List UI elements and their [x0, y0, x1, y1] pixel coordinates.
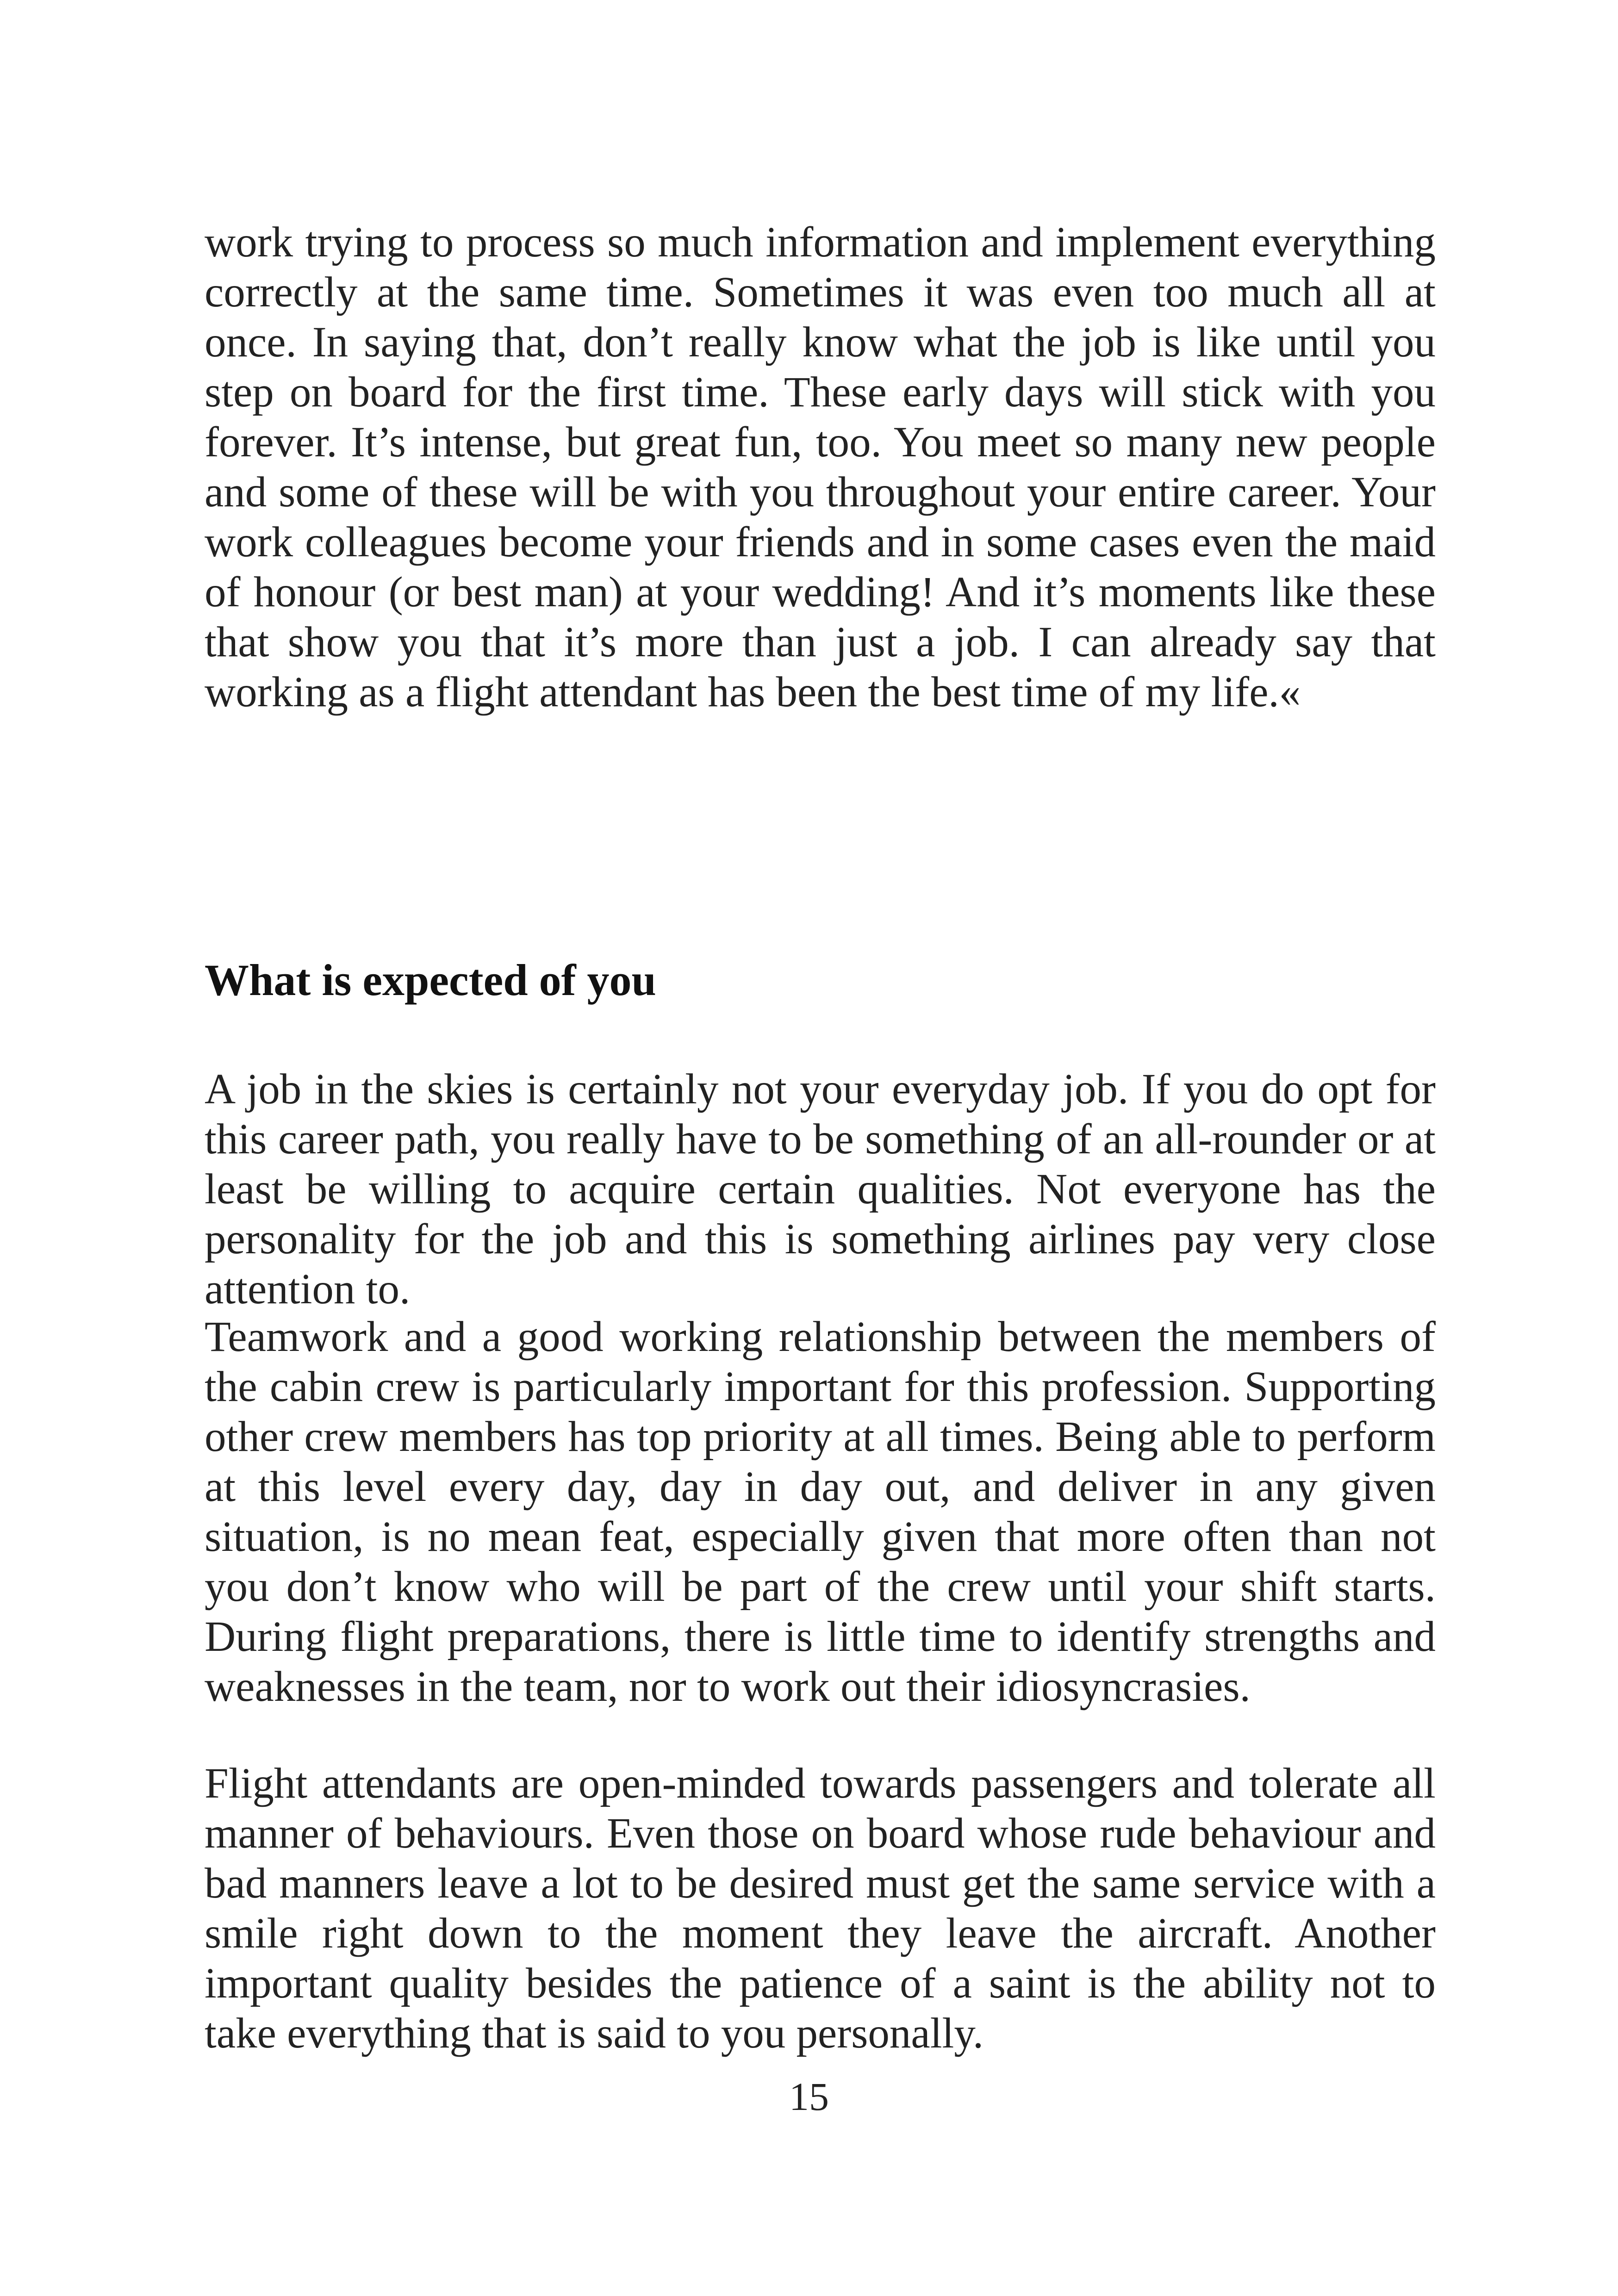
- body-paragraph-2: Teamwork and a good working relationship between the members of the cabin crew is particularly important for this profession. Supporting other crew members has top priority at all times. Being able to perform at this level every day, day in day out, and deliver in any given situation, is no mean feat, especially given that more often than not you don’t know who will be part of the crew until your shift starts. During flight preparations, there is little time to identify strengths and weaknesses in the team, nor to work out their idiosyncrasies.: [205, 1313, 1436, 1711]
- intro-paragraph: work trying to process so much information and implement everything correctly at the same time. Sometimes it was even too much all at once. In saying that, don’t really know what the job is like until you step on board for the first time. These early days will stick with you forever. It’s intense, but great fun, too. You meet so many new people and some of these will be with you throughout your entire career. Your work colleagues become your friends and in some cases even the maid of honour (or best man) at your wedding! And it’s moments like these that show you that it’s more than just a job. I can already say that working as a flight attendant has been the best time of my life.«: [205, 218, 1436, 716]
- body-paragraph-1: A job in the skies is certainly not your everyday job. If you do opt for this career path, you really have to be something of an all-rounder or at least be willing to acquire certain qualities. Not everyone has the personality for the job and this is something airlines pay very close attention to.: [205, 1065, 1436, 1313]
- page-number: 15: [789, 2074, 829, 2119]
- body-paragraph-3: Flight attendants are open-minded towards passengers and tolerate all manner of behaviours. Even those on board whose rude behaviour and bad manners leave a lot to be desired must get the same service with a smile right down to the moment they leave the aircraft. Another important quality besides the patience of a saint is the ability not to take everything that is said to you personally.: [205, 1760, 1436, 2057]
- section-heading: What is expected of you: [205, 955, 656, 1005]
